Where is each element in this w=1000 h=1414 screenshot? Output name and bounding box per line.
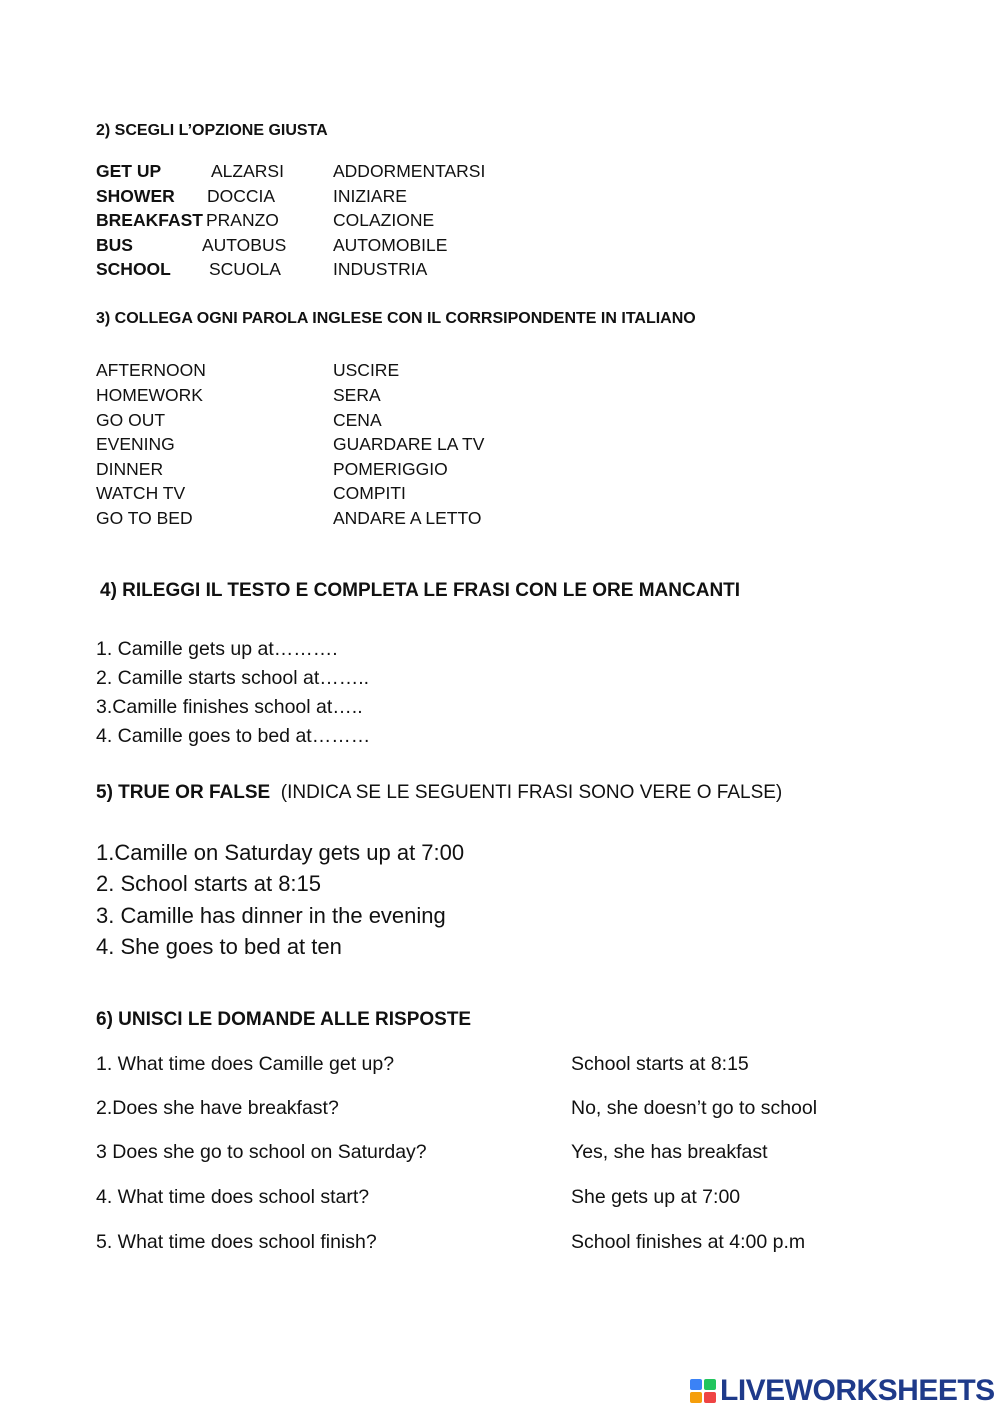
s3-it-1: USCIRE [333,360,400,380]
s3-it-6: COMPITI [333,483,406,503]
s2-word-5: SCHOOL [96,259,171,279]
s3-it-7: ANDARE A LETTO [333,508,482,528]
s2-opt2-2: INIZIARE [333,186,407,206]
section5-subtitle: (INDICA SE LE SEGUENTI FRASI SONO VERE O FALSE) [280,782,783,803]
logo-text: LIVEWORKSHEETS [720,1374,995,1407]
s6-answer-5: School finishes at 4:00 p.m [571,1231,806,1253]
s3-en-2: HOMEWORK [96,385,203,405]
s6-answer-4: She gets up at 7:00 [571,1186,741,1208]
s6-question-1: 1. What time does Camille get up? [96,1053,395,1075]
s3-it-2: SERA [333,385,381,405]
logo-block [690,1392,702,1403]
s2-opt2-5: INDUSTRIA [333,259,428,279]
s5-item-3: 3. Camille has dinner in the evening [96,903,446,928]
s6-question-3: 3 Does she go to school on Saturday? [96,1141,427,1163]
s2-opt1-5: SCUOLA [209,259,281,279]
s5-item-4: 4. She goes to bed at ten [96,934,342,959]
s3-it-5: POMERIGGIO [333,459,448,479]
s5-item-1: 1.Camille on Saturday gets up at 7:00 [96,840,465,865]
s6-question-4: 4. What time does school start? [96,1186,370,1208]
logo-block [704,1379,716,1390]
s3-en-7: GO TO BED [96,508,193,528]
section2-title: 2) SCEGLI L’OPZIONE GIUSTA [96,122,328,139]
s3-it-4: GUARDARE LA TV [333,434,485,454]
s2-opt1-4: AUTOBUS [202,235,287,255]
section3-title: 3) COLLEGA OGNI PAROLA INGLESE CON IL CORRSIPONDENTE IN ITALIANO [96,310,696,327]
s6-answer-3: Yes, she has breakfast [571,1141,768,1163]
s2-opt2-1: ADDORMENTARSI [333,161,486,181]
s4-item-2: 2. Camille starts school at…….. [96,667,370,689]
s3-en-4: EVENING [96,434,175,454]
s2-opt1-3: PRANZO [206,210,279,230]
s2-word-4: BUS [96,235,133,255]
s2-word-2: SHOWER [96,186,175,206]
s6-question-5: 5. What time does school finish? [96,1231,377,1253]
s3-it-3: CENA [333,410,382,430]
s2-opt2-4: AUTOMOBILE [333,235,448,255]
section6-title: 6) UNISCI LE DOMANDE ALLE RISPOSTE [96,1009,472,1030]
s2-word-3: BREAKFAST [96,210,203,230]
s4-item-4: 4. Camille goes to bed at……… [96,725,371,747]
logo-block [690,1379,702,1390]
s6-answer-1: School starts at 8:15 [571,1053,749,1075]
logo-blocks-icon [690,1379,716,1403]
s2-word-1: GET UP [96,161,162,181]
logo-block [704,1392,716,1403]
s6-answer-2: No, she doesn’t go to school [571,1097,818,1119]
s2-opt2-3: COLAZIONE [333,210,435,230]
s4-item-1: 1. Camille gets up at………. [96,638,338,660]
s2-opt1-2: DOCCIA [207,186,276,206]
s3-en-1: AFTERNOON [96,360,206,380]
liveworksheets-logo [690,1374,995,1408]
s3-en-3: GO OUT [96,410,166,430]
s2-opt1-1: ALZARSI [211,161,284,181]
s5-item-2: 2. School starts at 8:15 [96,871,322,896]
section4-title: 4) RILEGGI IL TESTO E COMPLETA LE FRASI CON LE ORE MANCANTI [100,580,741,601]
section5-title-text: 5) TRUE OR FALSE [96,782,271,803]
s4-item-3: 3.Camille finishes school at….. [96,696,363,718]
s3-en-6: WATCH TV [96,483,186,503]
section5-title [96,782,782,804]
s3-en-5: DINNER [96,459,164,479]
s6-question-2: 2.Does she have breakfast? [96,1097,339,1119]
